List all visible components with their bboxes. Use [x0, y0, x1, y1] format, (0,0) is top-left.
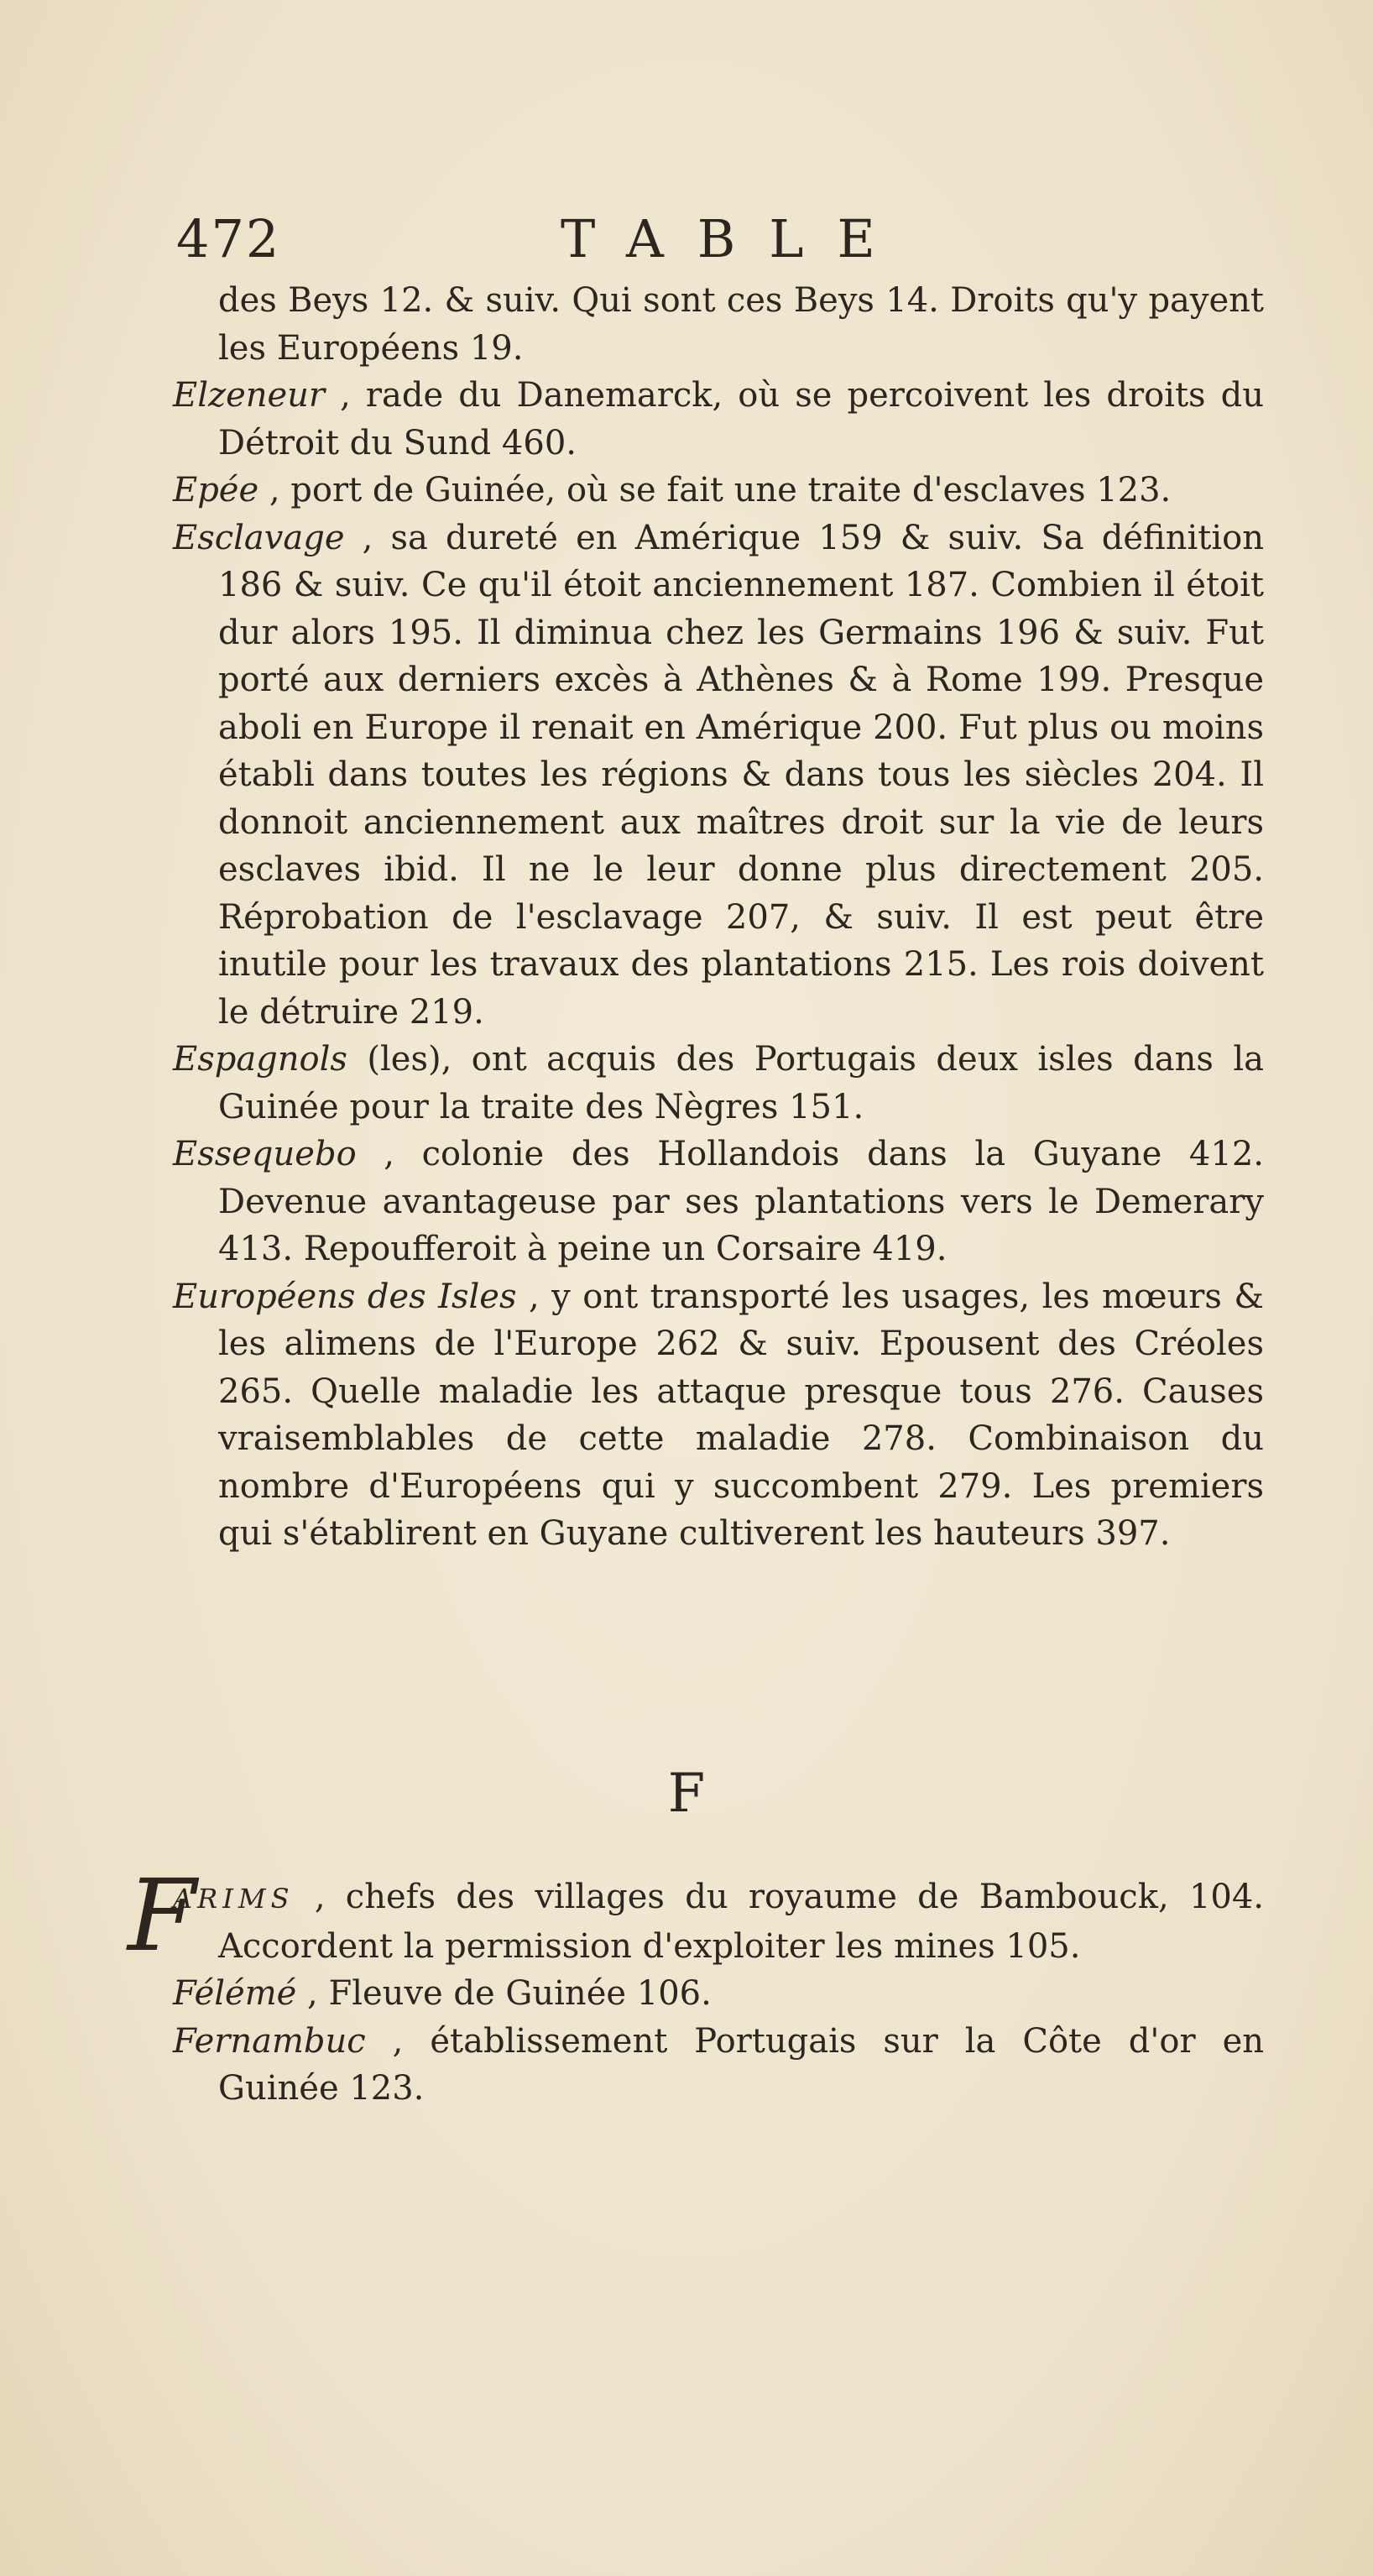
index-entry	[173, 2018, 1264, 2113]
entry-text: , chefs des villages du royaume de Bambouck, 104. Accordent la permission d'exploiter les mines 105.	[218, 1878, 1265, 1966]
entry-headword: Elzeneur	[173, 376, 326, 415]
index-entry	[173, 515, 1264, 1037]
entry-text: , Fleuve de Guinée 106.	[307, 1974, 712, 2013]
running-title: TABLE	[561, 208, 909, 269]
entry-text: , port de Guinée, où se fait une traite d'esclaves 123.	[269, 471, 1172, 509]
entry-headword: Essequebo	[173, 1135, 357, 1173]
index-entry	[128, 1858, 1265, 1973]
index-entry	[173, 1036, 1264, 1131]
entry-headword: Européens des Isles	[173, 1277, 517, 1316]
entry-headword: Epée	[173, 471, 259, 509]
entry-text: , établissement Portugais sur la Côte d'or en Guinée 123.	[218, 2021, 1264, 2108]
index-entry	[173, 467, 1264, 515]
entry-text: des Beys 12. & suiv. Qui sont ces Beys 14. Droits qu'y payent les Européens 19.	[218, 281, 1264, 368]
entry-text: , colonie des Hollandois dans la Guyane 412. Devenue avantageuse par ses plantations vers le Demerary 413. Repoufferoit à peine un Corsaire 419.	[218, 1135, 1264, 1268]
entry-headword: Espagnols	[173, 1040, 347, 1079]
index-entry	[173, 1273, 1264, 1558]
index-entries-e	[173, 277, 1264, 1558]
index-entry	[173, 277, 1264, 372]
index-entry	[173, 372, 1264, 467]
entry-headword: Esclavage	[173, 518, 345, 557]
entry-headword: Fernambuc	[173, 2021, 366, 2061]
index-entry	[173, 1131, 1264, 1273]
index-entry	[173, 1970, 1264, 2018]
entry-text: (les), ont acquis des Portugais deux isles dans la Guinée pour la traite des Nègres 151.	[218, 1040, 1264, 1126]
index-entries-f	[128, 1858, 1265, 2113]
entry-text: , sa dureté en Amérique 159 & suiv. Sa définition 186 & suiv. Ce qu'il étoit anciennement 187. Combien il étoit dur alors 195. Il diminua chez les Germains 196 & suiv. Fut porté aux derniers excès à Athènes & à Rome 199. Presque aboli en Europe il renait en Amérique 200. Fut plus ou moins établi dans toutes les régions & dans tous les siècles 204. Il donnoit anciennement aux maîtres droit sur la vie de leurs esclaves ibid. Il ne le leur donne plus directement 205. Réprobation de l'esclavage 207, & suiv. Il est peut être inutile pour les travaux des plantations 215. Les rois doivent le détruire 219.	[218, 518, 1264, 1032]
section-letter: F	[667, 1763, 706, 1825]
entry-headword: ARIMS	[173, 1883, 295, 1915]
drop-cap: F	[128, 1858, 196, 1973]
entry-headword: Félémé	[173, 1974, 297, 2013]
entry-text: , y ont transporté les usages, les mœurs & les alimens de l'Europe 262 & suiv. Epousent des Créoles 265. Quelle maladie les attaque presque tous 276. Causes vraisemblables de cette maladie 278. Combinaison du nombre d'Européens qui y succombent 279. Les premiers qui s'établirent en Guyane cultiverent les hauteurs 397.	[218, 1277, 1264, 1553]
page-header	[176, 208, 1267, 284]
page-number: 472	[176, 208, 281, 269]
entry-text: , rade du Danemarck, où se percoivent les droits du Détroit du Sund 460.	[218, 376, 1264, 462]
